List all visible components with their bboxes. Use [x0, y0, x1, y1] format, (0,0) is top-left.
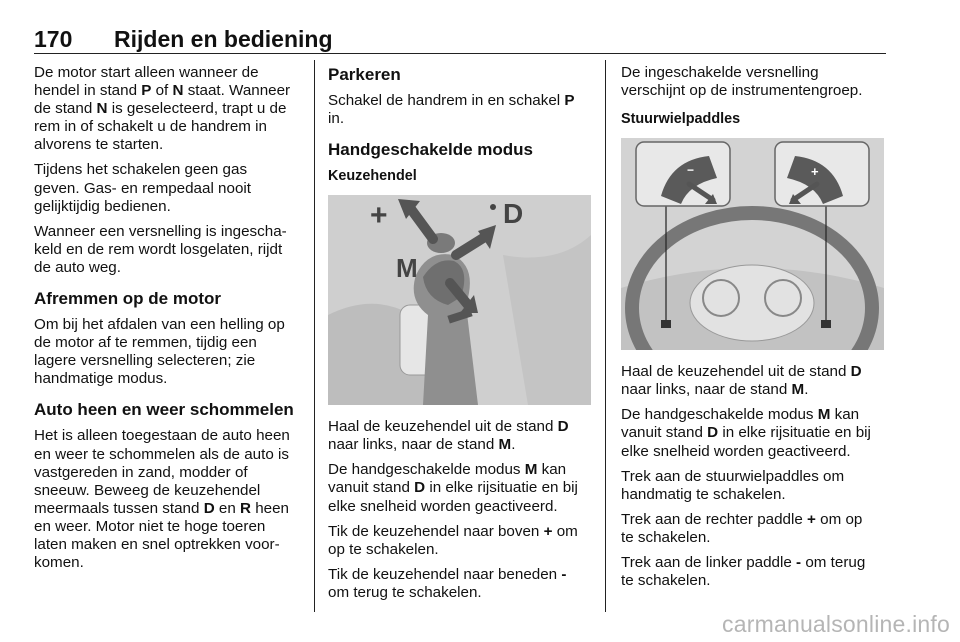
heading-parkeren: Parkeren — [328, 65, 401, 84]
column-divider-1 — [314, 60, 315, 612]
chapter-title: Rijden en bediening — [114, 26, 333, 52]
paragraph-handgeschakelde-2: De handgeschakelde modus M kan vanuit stand D in elke rijsituatie en bij elke snelheid worden geactiveerd. — [621, 406, 871, 460]
paragraph-linker-paddle: Trek aan de linker paddle - om terug te schakelen. — [621, 554, 866, 590]
heading-afremmen: Afremmen op de motor — [34, 289, 222, 309]
m-label: M — [396, 253, 418, 284]
paragraph-haal-keuzehendel-2: Haal de keuzehendel uit de stand D naar links, naar de stand M. — [621, 363, 862, 399]
paragraph-motor-start: De motor start alleen wanneer de hendel in stand P of N staat. Wanneer de stand N is geselecteerd, trapt u de rem in of schakelt u de handrem in alvorens te starten. — [34, 64, 291, 154]
paragraph-haal-keuzehendel: Haal de keuzehendel uit de stand D naar links, naar de stand M. — [328, 418, 569, 454]
heading-stuurwielpaddles: Stuurwielpaddles — [621, 111, 741, 128]
paragraph-ingeschakelde: De ingeschakelde versnelling verschijnt op de instrumentengroep. — [621, 64, 863, 100]
paragraph-rechter-paddle: Trek aan de rechter paddle + om op te schakelen. — [621, 510, 863, 546]
heading-handgeschakelde-modus: Handgeschakelde modus — [328, 140, 534, 160]
paragraph-afremmen: Om bij het afdalen van een helling op de motor af te remmen, tijdig een lagere versnelling selecteren; zie handmatige modus. — [34, 316, 285, 388]
plus-label: + — [370, 199, 388, 233]
page-header — [34, 26, 886, 52]
heading-schommelen: Auto heen en weer schommelen — [34, 400, 294, 420]
paragraph-schommelen: Het is alleen toegestaan de auto heen en weer te schommelen als de auto is vastgereden in zand, modder of sneeuw. Beweeg de keuzehendel meermaals tussen stand D en R heen en weer. Motor niet te hoge toeren laten maken en snel optrekken voor- komen. — [34, 427, 290, 572]
column-divider-2 — [605, 60, 606, 612]
column-1 — [34, 64, 300, 579]
paragraph-tik-beneden: Tik de keuzehendel naar beneden - om terug te schakelen. — [328, 565, 567, 601]
paragraph-versnelling: Wanneer een versnelling is ingescha- keld en de rem wordt losgelaten, rijdt de auto weg. — [34, 222, 287, 276]
paragraph-tik-boven: Tik de keuzehendel naar boven + om op te schakelen. — [328, 522, 578, 558]
heading-keuzehendel: Keuzehendel — [328, 168, 417, 185]
gear-lever-illustration — [328, 195, 591, 405]
paddle-minus-label: − — [687, 163, 695, 178]
page-number: 170 — [34, 26, 73, 52]
paddle-plus-label: + — [811, 164, 819, 180]
paragraph-trek-paddles: Trek aan de stuurwielpaddles om handmatig te schakelen. — [621, 467, 845, 503]
header-rule — [34, 53, 886, 54]
paragraph-handgeschakelde: De handgeschakelde modus M kan vanuit stand D in elke rijsituatie en bij elke snelheid worden geactiveerd. — [328, 461, 578, 515]
d-label: D — [503, 198, 524, 230]
paragraph-schakelen: Tijdens het schakelen geen gas geven. Gas- en rempedaal nooit gelijktijdig bedienen. — [34, 161, 251, 215]
steering-paddles-illustration — [621, 138, 884, 350]
column-3 — [621, 64, 887, 597]
watermark: carmanualsonline.info — [722, 611, 950, 637]
column-2 — [328, 64, 594, 609]
paragraph-parkeren: Schakel de handrem in en schakel P in. — [328, 92, 575, 128]
